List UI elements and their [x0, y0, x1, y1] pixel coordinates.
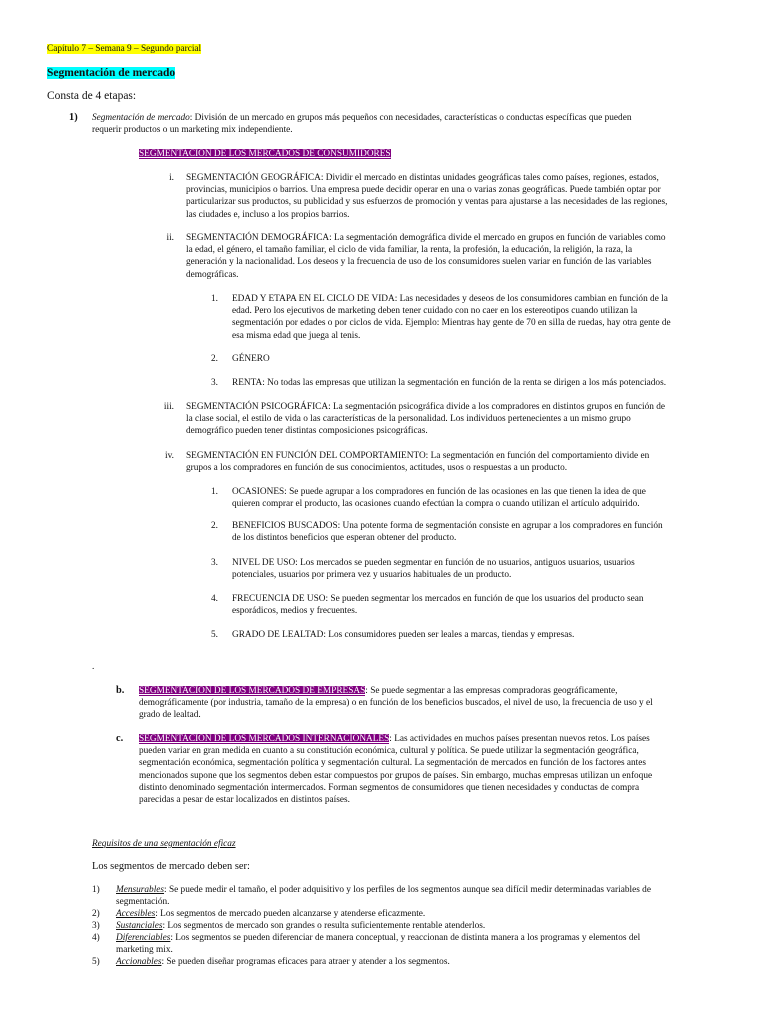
- requirement-marker: 2): [92, 909, 100, 919]
- step1-term: Segmentación de mercado: [92, 113, 190, 123]
- sublist-item-loyalty: [232, 629, 722, 641]
- text-line: esa misma edad que juega al tenis.: [232, 330, 361, 341]
- sublist-marker: 3.: [211, 558, 218, 568]
- chapter-line: [47, 43, 201, 55]
- text-line: RENTA: No todas las empresas que utilizan la segmentación en función de la renta se dirigen a los más potenciados.: [232, 378, 667, 388]
- text-line: la edad, el género, el tamaño familiar, el ciclo de vida familiar, la renta, la profesión, la educación, la religión, la raza, la: [186, 245, 633, 256]
- consumer-section-heading: [139, 148, 391, 160]
- text-line: potenciales, usuarios por primera vez y usuarios habituales de un producto.: [232, 570, 512, 581]
- text-line: esporádicos, medios y frecuentes.: [232, 606, 358, 617]
- sublist-item-benefits: [232, 520, 722, 544]
- chapter-label: Capítulo 7 – Semana 9 – Segundo parcial: [47, 44, 202, 54]
- requirement-text: : Los segmentos de mercado son grandes o resulta suficientemente rentable atenderlos.: [162, 921, 486, 931]
- sublist-item-gender: [232, 353, 722, 365]
- consumer-heading-text: SEGMENTACION DE LOS MERCADOS DE CONSUMIDORES: [139, 149, 391, 159]
- text-line: pueden variar en gran medida en cuanto a su constitución económica, cultural y política. Se puede utilizar la segmentación geográfica,: [139, 746, 639, 757]
- list-item-psychographic: [186, 401, 731, 438]
- step1-definition: [92, 112, 732, 136]
- text-line: SEGMENTACIÓN GEOGRÁFICA: Dividir el mercado en distintas unidades geográficas tales como países, regiones, estados,: [186, 173, 659, 183]
- stray-dot: .: [92, 662, 95, 672]
- text-line: la clase social, el estilo de vida o las características de la personalidad. Los individuos pertenecientes a un mismo grupo: [186, 414, 631, 425]
- text-line: demográficas.: [186, 269, 239, 280]
- text-line: provincias, municipios o barrios. Una empresa puede decidir operar en una o varias zonas geográficas. Puede también optar por: [186, 185, 661, 196]
- international-rest: : Las actividades en muchos países presentan nuevos retos. Los países: [389, 734, 650, 744]
- text-line: SEGMENTACIÓN EN FUNCIÓN DEL COMPORTAMIENTO: La segmentación en función del comportamiento divide en: [186, 451, 650, 461]
- requirement-differentiable: [116, 932, 716, 956]
- text-line: demográfico pueden tener distintas composiciones psicográficas.: [186, 426, 428, 437]
- text-line: FRECUENCIA DE USO: Se pueden segmentar los mercados en función de que los usuarios del producto sean: [232, 594, 644, 604]
- text-line: particularizar sus productos, su publicidad y sus esfuerzos de promoción y ventas para ajustarse a las necesidades de las regiones,: [186, 197, 668, 208]
- business-heading: SEGMENTACION DE LOS MERCADOS DE EMPRESAS: [139, 686, 366, 696]
- list-item-demographic: [186, 232, 731, 281]
- page-title: [47, 66, 175, 80]
- text-line: mencionados supone que los segmentos deben estar compuestos por grupos de países. Sin embargo, muchas empresas utilizan un enfoque: [139, 770, 653, 781]
- text-line: de los distintos beneficios que esperan obtener del producto.: [232, 533, 457, 544]
- step1-def-line2: requerir productos o un marketing mix independiente.: [92, 125, 293, 136]
- text-line: generación y la nacionalidad. Los deseos y la frecuencia de uso de los consumidores suelen variar en función de las variables: [186, 257, 652, 268]
- requirement-marker: 3): [92, 921, 100, 931]
- text-line: OCASIONES: Se puede agrupar a los compradores en función de las ocasiones en las que tienen la idea de que: [232, 487, 646, 497]
- business-rest: : Se puede segmentar a las empresas compradoras geográficamente,: [365, 686, 618, 696]
- list-marker: i.: [169, 173, 174, 183]
- step-marker: 1): [69, 112, 78, 123]
- sublist-marker: 3.: [211, 378, 218, 388]
- requirement-marker: 4): [92, 933, 100, 943]
- text-line: quieren comprar el producto, las ocasiones cuando efectúan la compra o cuando utilizan el artículo adquirido.: [232, 499, 640, 510]
- text-line: demográficamente (por industria, tamaño de la empresa) o en función de los beneficios buscados, el nivel de uso, la frecuencia de uso y el: [139, 698, 653, 709]
- requirement-term: Accionables: [116, 957, 162, 967]
- text-line: segmentación económica, segmentación política y segmentación cultural. La segmentación de mercados en función de los factores antes: [139, 758, 647, 769]
- requirement-marker: 1): [92, 885, 100, 895]
- sublist-marker: 2.: [211, 354, 218, 364]
- requirement-text: : Se pueden diseñar programas eficaces para atraer y atender a los segmentos.: [161, 957, 450, 967]
- requirement-measurable: [116, 884, 716, 908]
- title-text: Segmentación de mercado: [47, 67, 176, 79]
- text-line: GRADO DE LEALTAD: Los consumidores pueden ser leales a marcas, tiendas y empresas.: [232, 630, 575, 640]
- text-line: EDAD Y ETAPA EN EL CICLO DE VIDA: Las necesidades y deseos de los consumidores cambian en función de la: [232, 294, 668, 304]
- business-markets-section: [139, 685, 729, 722]
- text-line: NIVEL DE USO: Los mercados se pueden segmentar en función de no usuarios, antiguos usuarios, usuarios: [232, 558, 635, 568]
- intro-text: Consta de 4 etapas:: [47, 90, 137, 102]
- sublist-marker: 5.: [211, 630, 218, 640]
- requirement-accessible: [116, 908, 716, 920]
- requirement-term: Mensurables: [116, 885, 165, 895]
- text-line: edad. Pero los ejecutivos de marketing deben tener cuidado con no caer en los estereotipos cuando utilizan la: [232, 306, 638, 317]
- sublist-marker: 1.: [211, 294, 218, 304]
- sublist-marker: 2.: [211, 521, 218, 531]
- requirement-text: : Los segmentos se pueden diferenciar de manera conceptual, y reaccionan de distinta manera a los programas y elementos del: [170, 933, 641, 943]
- text-line: GÉNERO: [232, 354, 270, 364]
- sublist-item-usage-frequency: [232, 593, 722, 617]
- step1-def-line1: : División de un mercado en grupos más pequeños con necesidades, características o conductas específicas que pueden: [189, 113, 632, 123]
- requirements-title: Requisitos de una segmentación eficaz: [92, 839, 236, 849]
- international-heading: SEGMENTACION DE LOS MERCADOS INTERNACIONALES: [139, 734, 390, 744]
- sublist-item-age: [232, 293, 722, 342]
- text-line: segmentación por edades o por ciclos de vida. Ejemplo: Mientras hay gente de 70 en silla de ruedas, hay otra gente de: [232, 318, 671, 329]
- list-item-geographic: [186, 172, 731, 221]
- requirement-text: : Se puede medir el tamaño, el poder adquisitivo y los perfiles de los segmentos aunque sea difícil medir determinadas variables de: [164, 885, 651, 895]
- requirement-term: Diferenciables: [116, 933, 171, 943]
- list-marker: iii.: [163, 402, 174, 412]
- text-line: SEGMENTACIÓN PSICOGRÁFICA: La segmentación psicográfica divide a los compradores en distintos grupos en función de: [186, 402, 665, 412]
- text-line: SEGMENTACIÓN DEMOGRÁFICA: La segmentación demográfica divide el mercado en grupos en función de variables como: [186, 233, 666, 243]
- requirement-text-line2: segmentación.: [116, 897, 170, 908]
- text-line: las ciudades e, incluso a los propios barrios.: [186, 209, 350, 220]
- sublist-item-occasions: [232, 486, 722, 510]
- international-markets-section: [139, 733, 729, 806]
- text-line: grupos a los compradores en función de sus conocimientos, actitudes, usos o respuestas a un producto.: [186, 463, 568, 474]
- requirement-text-line2: marketing mix.: [116, 945, 173, 956]
- list-marker: iv.: [165, 451, 174, 461]
- requirement-term: Sustanciales: [116, 921, 163, 931]
- list-marker: ii.: [166, 233, 174, 243]
- text-line: grado de lealtad.: [139, 710, 201, 721]
- sublist-marker: 1.: [211, 487, 218, 497]
- requirement-substantial: [116, 920, 716, 932]
- text-line: distinto denominado segmentación intermercados. Forman segmentos de consumidores que tienen necesidades y conductas de compra: [139, 782, 640, 793]
- requirement-text: : Los segmentos de mercado pueden alcanzarse y atenderse eficazmente.: [155, 909, 426, 919]
- requirement-actionable: [116, 956, 716, 968]
- requirement-term: Accesibles: [116, 909, 156, 919]
- section-marker: c.: [116, 733, 124, 744]
- sublist-marker: 4.: [211, 594, 218, 604]
- section-marker: b.: [116, 685, 125, 696]
- text-line: parecidas a pesar de estar localizados en distintos países.: [139, 795, 350, 806]
- text-line: BENEFICIOS BUSCADOS: Una potente forma de segmentación consiste en agrupar a los compradores en función: [232, 521, 663, 531]
- sublist-item-income: [232, 377, 722, 389]
- sublist-item-usage-level: [232, 557, 722, 581]
- requirement-marker: 5): [92, 957, 100, 967]
- list-item-behavioral: [186, 450, 731, 474]
- requirements-intro: Los segmentos de mercado deben ser:: [92, 861, 250, 872]
